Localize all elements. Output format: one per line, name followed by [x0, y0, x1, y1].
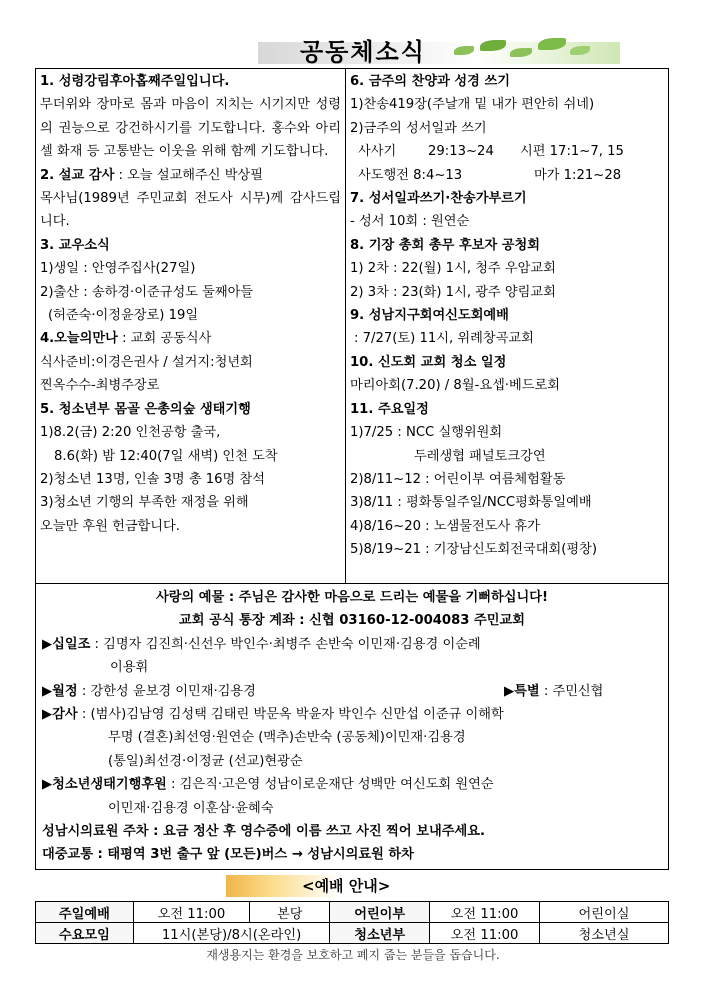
- section-text: 29:13~24: [428, 144, 494, 160]
- monthly-names: : 강한성 윤보경 이민재·김용경: [77, 683, 256, 699]
- special-names: : 주민신협: [539, 683, 604, 699]
- worship-title: <예배 안내>: [302, 877, 391, 895]
- table-cell: 수요모임: [36, 923, 134, 944]
- table-row: [36, 923, 669, 944]
- table-cell: 주일예배: [36, 902, 134, 923]
- section-text: 마리아회(7.20) / 8월-요셉·베드로회: [350, 378, 560, 394]
- offering-section: [36, 583, 668, 867]
- section-text: 1)8.2(금) 2:20 인천공항 출국,: [40, 425, 221, 441]
- table-cell: 본당: [250, 902, 330, 923]
- section-heading: 6. 금주의 찬양과 성경 쓰기: [350, 74, 510, 89]
- table-cell: 어린이부: [330, 902, 430, 923]
- page-title: 공동체소식: [300, 38, 426, 66]
- section-text: 2) 3차 : 23(화) 1시, 광주 양림교회: [350, 284, 556, 300]
- section-text: 오늘만 후원 헌금합니다.: [40, 518, 180, 534]
- section-text: 식사준비:이경은권사 / 설거지:청년회: [40, 354, 253, 370]
- section-heading: 7. 성서일과쓰기·찬송가부르기: [350, 191, 527, 207]
- table-cell: 어린이실: [539, 902, 668, 923]
- youth-support-label: ▶청소년생태기행후원: [42, 777, 167, 793]
- tithe-label: ▶십일조: [42, 636, 91, 652]
- right-column: [346, 69, 669, 583]
- section-text: - 성서 10회 : 원연순: [350, 214, 470, 230]
- section-text: : 교회 공동식사: [117, 331, 212, 347]
- section-text: 시편 17:1~7, 15: [520, 144, 624, 160]
- section-text: 2)출산 : 송하경·이준규성도 둘째아들: [40, 284, 254, 300]
- left-column: [36, 69, 346, 583]
- thanks-names: : (범사)김남영 김성택 김태린 박문옥 박윤자 박인수 신만섭 이준규 이해학: [77, 707, 504, 723]
- section-text: : 오늘 설교해주신 박상필: [114, 167, 263, 183]
- section-text: 2)8/11~12 : 어린이부 여름체험활동: [350, 471, 566, 487]
- thanks-names: (통일)최선경·이정균 (선교)현광순: [108, 753, 303, 769]
- youth-support-names: : 김은직·고은영 성남이로운재단 성백만 여신도회 원연순: [166, 777, 494, 793]
- section-heading: 4.오늘의만나: [40, 331, 118, 347]
- section-heading: 9. 성남지구회여신도회예배: [350, 308, 509, 324]
- section-text: 찐옥수수-최병주장로: [40, 378, 160, 394]
- section-text: 1) 2차 : 22(월) 1시, 청주 우암교회: [350, 261, 556, 277]
- parking-note: 성남시의료원 주차 : 요금 정산 후 영수증에 이름 쓰고 사진 찍어 보내주세요.: [42, 824, 485, 840]
- section-text: 8.6(화) 밤 12:40(7일 새벽) 인천 도착: [54, 448, 278, 464]
- section-text: 사도행전 8:4~13: [358, 167, 463, 183]
- section-body: 무더위와 장마로 몸과 마음이 지치는 시기지만 성령의 권능으로 강건하시기를 기도합니다. 홍수와 아리셀 화재 등 고통받는 이웃을 위해 함께 기도합니다.: [40, 97, 341, 160]
- bank-account: 교회 공식 통장 계좌 : 신협 03160-12-004083 주민교회: [179, 613, 525, 629]
- thanks-label: ▶감사: [42, 707, 78, 723]
- worship-table: [35, 901, 669, 944]
- section-text: 사사기: [358, 144, 397, 160]
- table-cell: 오전 11:00: [133, 902, 249, 923]
- monthly-label: ▶월정: [42, 683, 78, 699]
- transit-note: 대중교통 : 태평역 3번 출구 앞 (모든)버스 → 성남시의료원 하차: [42, 847, 414, 863]
- section-text: 1)생일 : 안영주집사(27일): [40, 261, 196, 277]
- footer-note: 재생용지는 환경을 보호하고 폐지 줍는 분들을 돕습니다.: [206, 948, 500, 962]
- section-text: 두레생협 패널토크강연: [414, 448, 546, 464]
- section-heading: 5. 청소년부 몸골 은총의숲 생태기행: [40, 401, 251, 417]
- section-text: 3)청소년 기행의 부족한 재정을 위해: [40, 495, 249, 511]
- table-cell: 청소년부: [330, 923, 430, 944]
- special-label: ▶특별: [504, 683, 540, 699]
- section-heading: 10. 신도회 교회 청소 일정: [350, 354, 507, 370]
- table-cell: 11시(본당)/8시(온라인): [133, 923, 330, 944]
- section-text: 2)금주의 성서일과 쓰기: [350, 120, 487, 136]
- section-text: 1)찬송419장(주날개 밑 내가 편안히 쉬네): [350, 97, 595, 113]
- table-cell: 청소년실: [539, 923, 668, 944]
- table-row: [36, 902, 669, 923]
- youth-support-names: 이민재·김용경 이훈삼·윤혜숙: [108, 800, 274, 816]
- news-banner: [258, 32, 620, 66]
- tithe-names: : 김명자 김진희·신선우 박인수·최병주 손반숙 이민재·김용경 이순례: [90, 636, 481, 652]
- thanks-names: 무명 (결혼)최선영·원연순 (맥추)손반숙 (공동체)이민재·김용경: [108, 730, 466, 746]
- section-text: 1)7/25 : NCC 실행위원회: [350, 425, 503, 441]
- section-text: 3)8/11 : 평화통일주일/NCC평화통일예배: [350, 495, 592, 511]
- tithe-names: 이용휘: [110, 660, 149, 676]
- table-cell: 오전 11:00: [430, 902, 540, 923]
- worship-banner: [226, 873, 478, 899]
- section-text: 5)8/19~21 : 기장남신도회전국대회(평창): [350, 542, 597, 558]
- section-text: (허준숙·이정윤장로) 19일: [48, 308, 199, 324]
- section-heading: 11. 주요일정: [350, 401, 429, 417]
- section-body: 목사님(1989년 주민교회 전도사 시무)께 감사드립니다.: [40, 191, 341, 230]
- offering-headline: 사랑의 예물 : 주님은 감사한 마음으로 드리는 예물을 기뻐하십니다!: [156, 590, 548, 605]
- section-text: 4)8/16~20 : 노샘물전도사 휴가: [350, 518, 540, 534]
- section-text: 2)청소년 13명, 인솔 3명 총 16명 참석: [40, 471, 265, 487]
- news-box: [35, 68, 669, 870]
- section-text: : 7/27(토) 11시, 위례창곡교회: [354, 331, 534, 347]
- section-heading: 3. 교우소식: [40, 237, 110, 253]
- section-heading: 8. 기장 총회 총무 후보자 공청회: [350, 237, 541, 253]
- table-cell: 오전 11:00: [430, 923, 540, 944]
- section-heading: 1. 성령강림후아홉째주일입니다.: [40, 74, 230, 89]
- section-text: 마가 1:21~28: [534, 167, 622, 183]
- section-heading: 2. 설교 감사: [40, 167, 115, 183]
